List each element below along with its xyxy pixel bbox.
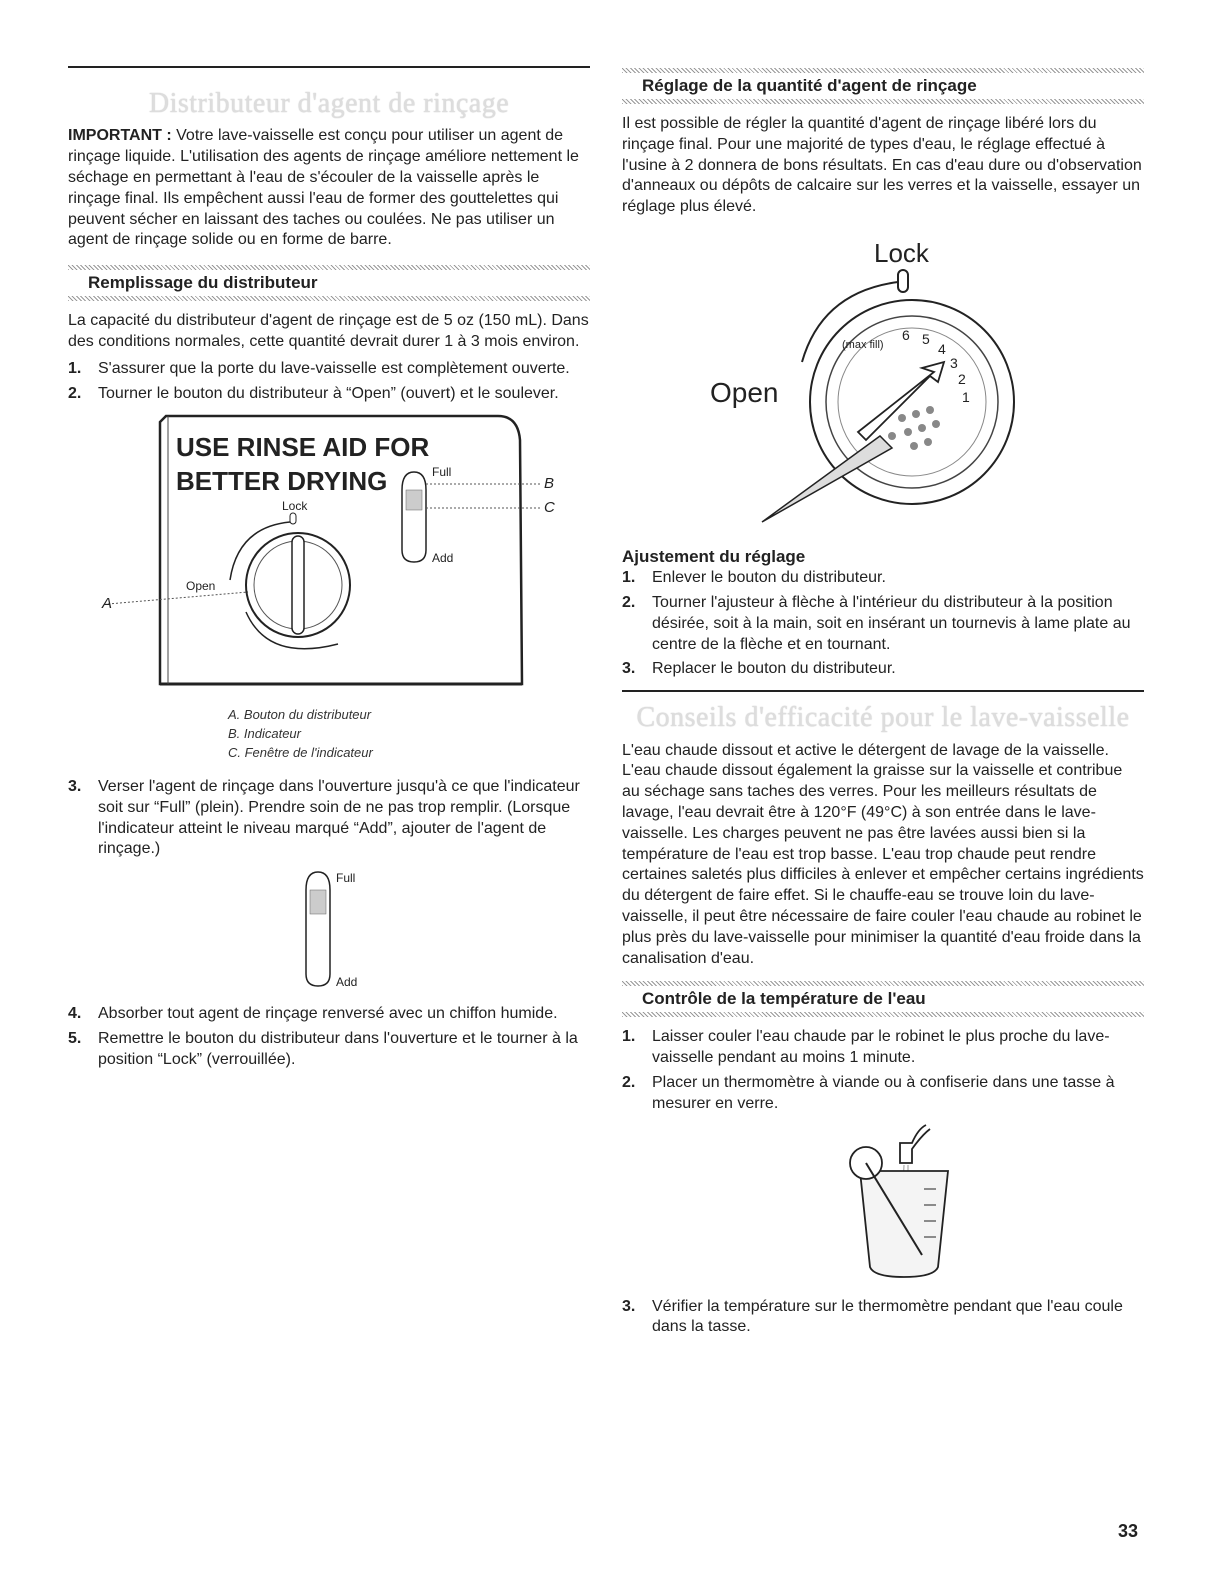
full-label: Full (336, 871, 356, 886)
dispenser-holes (888, 406, 940, 450)
indicator-fill (310, 890, 326, 914)
hatch-divider (68, 296, 590, 301)
important-label: IMPORTANT : (68, 127, 172, 145)
dial-digit: 5 (922, 331, 930, 348)
list-item: 1. Enlever le bouton du distributeur. (622, 569, 886, 587)
callout-b: B (544, 475, 555, 493)
add-label: Add (336, 975, 358, 990)
section-title-efficiency: Conseils d'efficacité pour le lave-vaisselle (636, 702, 1130, 734)
panel-line-2: BETTER DRYING (176, 466, 388, 497)
list-item: 3. Replacer le bouton du distributeur. (622, 660, 896, 678)
dial-digit: 2 (958, 371, 966, 388)
indicator-window (402, 472, 426, 562)
list-item: 1. S'assurer que la porte du lave-vaisselle est complètement ouverte. (68, 359, 570, 377)
important-paragraph (68, 126, 590, 251)
lock-icon (290, 513, 296, 524)
indicator-figure (68, 866, 590, 994)
dial-digit: 1 (962, 389, 970, 406)
list-item: 2. Tourner le bouton du distributeur à “Open” (ouvert) et le soulever. (68, 384, 559, 402)
list-item: 3. Vérifier la température sur le thermomètre pendant que l'eau coule dans la tasse. (622, 1297, 1123, 1336)
subhead-water-temp: Contrôle de la température de l'eau (642, 989, 926, 1009)
temp-steps (622, 1027, 1144, 1114)
important-text: Votre lave-vaisselle est conçu pour utiliser un agent de rinçage liquide. L'utilisation des agents de rinçage améliore nettement le séchage en permettant à l'eau de s'écouler de la vaisselle après le rinçage final. Ils empêchent aussi l'eau de former des gouttelettes qui peuvent sécher en laissant des taches ou coulées. Ne pas utiliser un agent de rinçage solide ou en forme de barre. (68, 127, 579, 249)
panel-line-1: USE RINSE AID FOR (176, 432, 430, 463)
faucet-icon (900, 1125, 930, 1163)
temp-steps-b (622, 1297, 1144, 1339)
lock-label: Lock (282, 499, 308, 514)
caption-a: A. Bouton du distributeur (228, 707, 372, 723)
callout-a-line (108, 592, 248, 604)
list-item: 2. Placer un thermomètre à viande ou à confiserie dans une tasse à mesurer en verre. (622, 1074, 1115, 1112)
subhead-fill-dispenser: Remplissage du distributeur (88, 273, 318, 293)
adjust-intro: Il est possible de régler la quantité d'agent de rinçage libéré lors du rinçage final. Pour une majorité de types d'eau, le réglage effectué à l'usine à 2 donnera de bons résultats. En cas d'eau dure ou d'observation d'anneaux ou dépôts de calcaire sur les verres et la vaisselle, essayer un réglage plus élevé. (622, 115, 1142, 216)
fill-intro: La capacité du distributeur d'agent de rinçage est de 5 oz (150 mL). Dans des conditions normales, cette quantité devrait durer 1 à 3 mois environ. (68, 312, 589, 351)
open-label: Open (710, 377, 779, 409)
full-label: Full (432, 465, 452, 480)
indicator-window (306, 872, 330, 986)
list-item: 3. Verser l'agent de rinçage dans l'ouverture jusqu'à ce que l'indicateur soit sur “Full” (plein). Prendre soin de ne pas trop remplir. (Lorsque l'indicateur atteint le niveau marqué “Add”, ajouter de l'agent de rinçage.) (68, 777, 580, 858)
hatch-divider (622, 1012, 1144, 1017)
left-column (68, 0, 590, 1075)
open-label: Open (186, 579, 216, 594)
adjust-steps-title: Ajustement du réglage (622, 547, 806, 567)
list-item: 5. Remettre le bouton du distributeur dans l'ouverture et le tourner à la position “Lock” (verrouillée). (68, 1029, 578, 1068)
indicator-fill (406, 490, 422, 510)
subhead-adjust-quantity: Réglage de la quantité d'agent de rinçage (642, 76, 977, 95)
knob-grip (292, 536, 304, 634)
adjust-steps (622, 568, 1144, 680)
list-item: 4. Absorber tout agent de rinçage renversé avec un chiffon humide. (68, 1005, 558, 1023)
section-title-rinse-aid: Distributeur d'agent de rinçage (148, 88, 510, 119)
callout-a: A (102, 595, 113, 613)
dial-digit: 6 (902, 327, 910, 344)
adjuster-figure (622, 222, 1144, 542)
dispenser-figure (68, 412, 590, 702)
hatch-divider (622, 99, 1144, 104)
adjuster-arrow[interactable] (858, 362, 944, 440)
dial-digit: 3 (950, 355, 958, 372)
right-column (622, 0, 1144, 1342)
fill-steps-a (68, 359, 590, 405)
efficiency-text: L'eau chaude dissout et active le détergent de lavage de la vaisselle. L'eau chaude dissout également la graisse sur la vaisselle et contribue au séchage sans taches des verres. Pour les meilleurs résultats de lavage, l'eau devrait être à 120°F (49°C) à son entrée dans le lave-vaisselle. Les charges peuvent ne pas être lavées aussi bien si la température de l'eau est trop basse. L'eau trop chaude peut rendre certaines saletés plus difficiles à enlever et empêcher certains ingrédients du détergent de faire effet. Si le chauffe-eau se trouve loin du lave-vaisselle, il peut être nécessaire de faire couler l'eau chaude au robinet le plus près du lave-vaisselle pour minimiser la quantité d'eau froide dans la canalisation d'eau. (622, 741, 1144, 967)
dial-digit: 4 (938, 341, 946, 358)
figure-captions (228, 706, 590, 763)
lock-label: Lock (874, 238, 929, 269)
caption-b: B. Indicateur (228, 726, 301, 742)
max-fill-label: (max fill) (842, 339, 884, 352)
lock-icon (898, 270, 908, 292)
add-label: Add (432, 551, 454, 566)
list-item: 2. Tourner l'ajusteur à flèche à l'intérieur du distributeur à la position désirée, soit à la main, soit en insérant un tournevis à lame plate au centre de la flèche et en tournant. (622, 593, 1131, 653)
list-item: 1. Laisser couler l'eau chaude par le robinet le plus proche du lave-vaisselle pendant au moins 1 minute. (622, 1028, 1110, 1067)
caption-c: C. Fenêtre de l'indicateur (228, 745, 373, 761)
fill-steps-c (68, 1004, 590, 1070)
thermometer-figure (622, 1119, 1144, 1287)
callout-c: C (544, 499, 555, 517)
page-number: 33 (1118, 1521, 1139, 1541)
rotation-arrow (230, 522, 290, 580)
fill-steps-b (68, 777, 590, 860)
